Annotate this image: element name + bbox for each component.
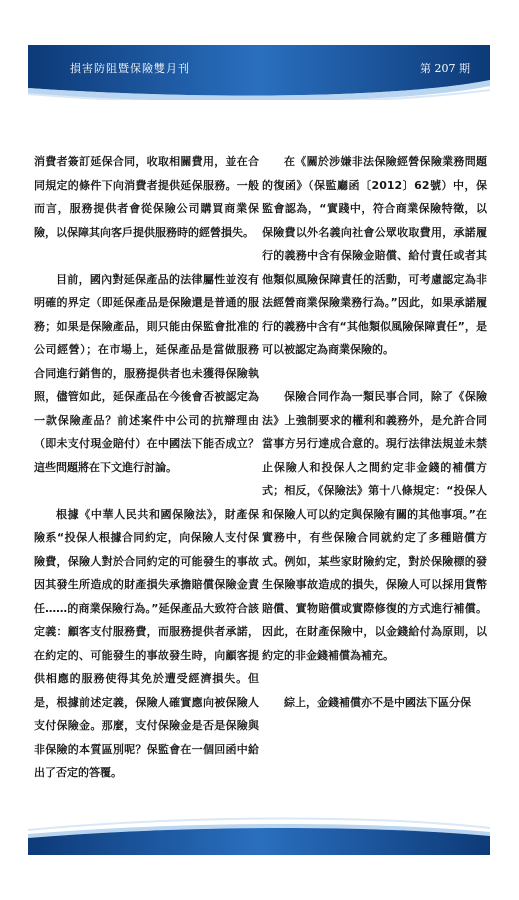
left-column <box>34 150 259 808</box>
journal-title: 損害防阻暨保險雙月刊 <box>70 62 190 75</box>
right-column <box>262 150 487 738</box>
paragraph: 在《關於涉嫌非法保險經營保險業務問題的復函》（保監廳函〔2012〕62號）中，保監會認為，“實踐中，符合商業保險特徵，以保險費以外名義向社會公眾收取費用，承諾履行的義務中含有保險金賠償、給付責任或者其他類似風險保障責任的活動，可考慮認定為非法經營商業保險業務行為。”因此，如果承諾履行的義務中含有“其他類似風險保障責任”，是可以被認定為商業保險的。 <box>262 155 487 356</box>
footer-wave-graphic <box>0 810 519 870</box>
paragraph: 目前，國內對延保產品的法律屬性並沒有明確的界定（即延保產品是保險還是普通的服務；如果是保險產品，則只能由保監會批准的公司經營）；在市場上，延保產品是當做服務合同進行銷售的，服務提供者也未獲得保險執照，儘管如此，延保產品在今後會否被認定為一款保險產品？前述案件中公司的抗辯理由（即未支付現金賠付）在中國法下能否成立？這些問題將在下文進行討論。 <box>34 272 259 474</box>
paragraph: 消費者簽訂延保合同，收取相關費用，並在合同規定的條件下向消費者提供延保服務。一般而言，服務提供者會從保險公司購買商業保險，以保障其向客戶提供服務時的經營損失。 <box>34 155 259 239</box>
paragraph: 綜上，金錢補償亦不是中國法下區分保 <box>284 695 471 709</box>
page-footer <box>0 810 519 870</box>
page-header <box>0 0 519 100</box>
issue-number: 第 207 期 <box>420 62 470 75</box>
paragraph: 根據《中華人民共和國保險法》，財產保險系“投保人根據合同約定，向保險人支付保險費，保險人對於合同約定的可能發生的事故因其發生所造成的財產損失承擔賠償保險金責任……的商業保險行為。”延保產品大致符合該定義：顧客支付服務費，而服務提供者承諾，在約定的、可能發生的事故發生時，向顧客提供相應的服務使得其免於遭受經濟損失。但是，根據前述定義，保險人確實應向被保險人支付保險金。那麼，支付保險金是否是保險與非保險的本質區別呢？保監會在一個回函中給出了否定的答覆。 <box>34 507 259 779</box>
paragraph: 保險合同作為一類民事合同，除了《保險法》上強制要求的權利和義務外，是允許合同當事方另行達成合意的。現行法律法規並未禁止保險人和投保人之間約定非金錢的補償方式；相反，《保險法》第十八條規定：“投保人和保險人可以約定與保險有關的其他事項。”在實務中，有些保險合同就約定了多種賠償方式。例如，某些家財險約定，對於保險標的發生保險事故造成的損失，保險人可以採用貨幣賠償、實物賠償或實際修復的方式進行補償。因此，在財產保險中，以金錢給付為原則，以約定的非金錢補償為補充。 <box>262 390 487 662</box>
header-wave-graphic <box>0 0 519 100</box>
